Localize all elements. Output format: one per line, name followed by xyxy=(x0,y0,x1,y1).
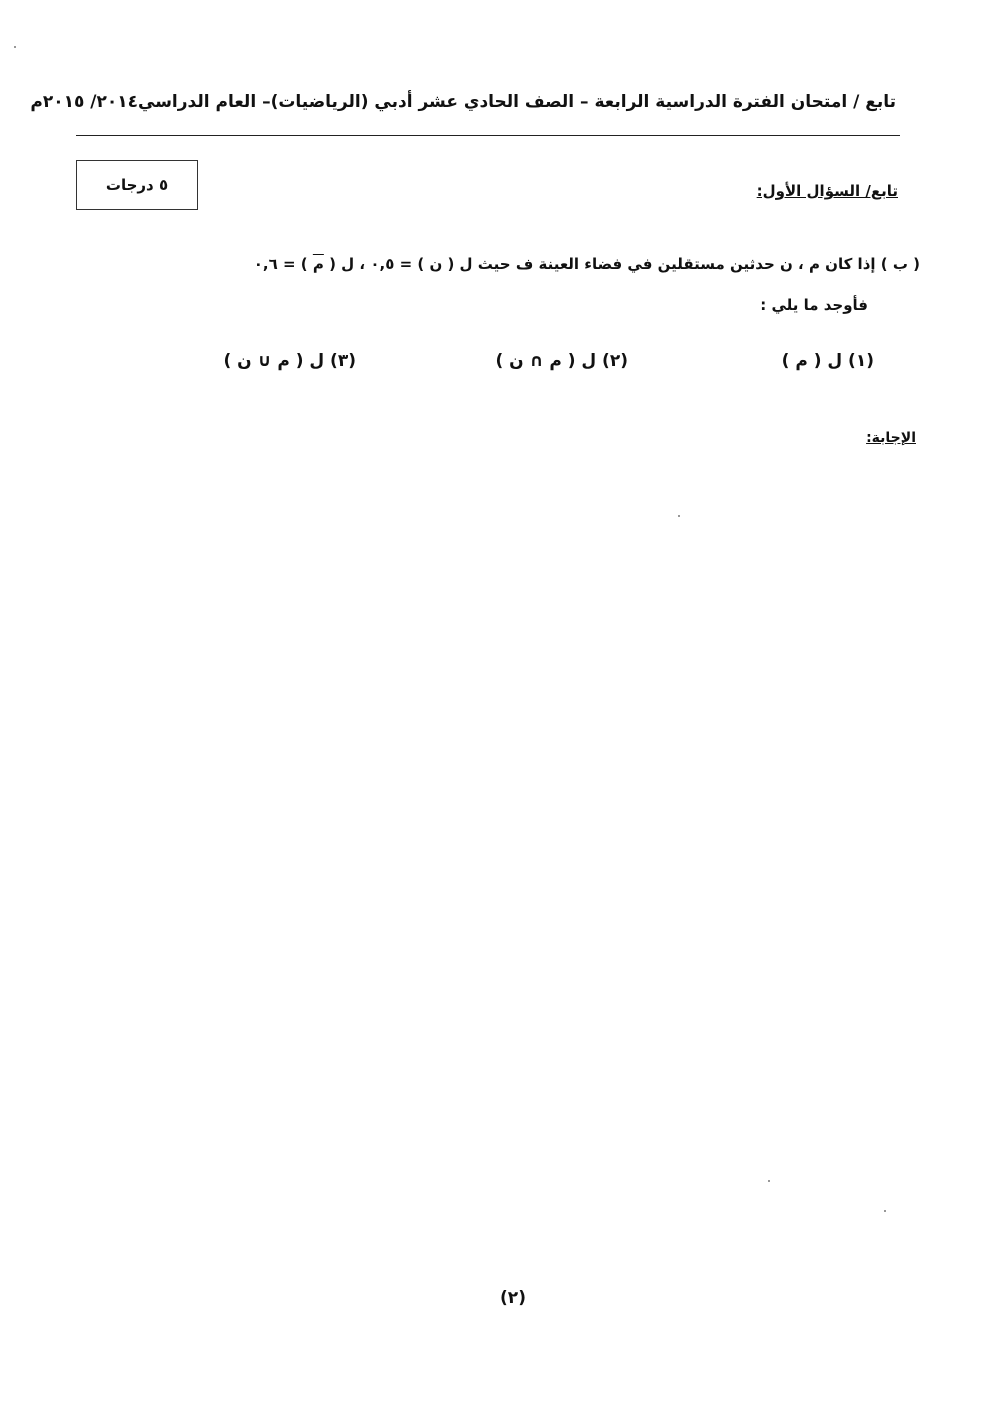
item-probability-m: (١) ل ( م ) xyxy=(781,351,874,371)
item-probability-union: (٣) ل ( م ∪ ن ) xyxy=(223,351,356,371)
question-text xyxy=(160,255,920,273)
exam-header: تابع / امتحان الفترة الدراسية الرابعة – الصف الحادي عشر أدبي (الرياضيات)– العام الدراسي٢٠١٤/ ٢٠١٥م xyxy=(30,92,896,112)
scan-speck xyxy=(14,46,16,48)
question-text-after: ) = ٠,٦ xyxy=(253,255,308,273)
header-divider xyxy=(76,135,900,136)
scan-speck xyxy=(884,1210,886,1212)
question-part-label: ( ب ) xyxy=(880,255,920,273)
item-probability-intersection: (٢) ل ( م ∩ ن ) xyxy=(495,351,628,371)
score-label: ٥ درجات xyxy=(105,176,169,194)
scan-speck xyxy=(678,515,680,517)
section-title: تابع/ السؤال الأول: xyxy=(756,182,898,200)
question-instruction: فأوجد ما يلي : xyxy=(760,296,868,314)
scan-speck xyxy=(768,1180,770,1182)
complement-symbol: م xyxy=(312,255,324,273)
answer-label: الإجابة: xyxy=(866,430,916,446)
page-number: (٢) xyxy=(500,1288,526,1308)
question-text-before: إذا كان م ، ن حدثين مستقلين في فضاء العينة ف حيث ل ( ن ) = ٠,٥ ، ل ( xyxy=(329,255,876,273)
score-box xyxy=(76,160,198,210)
